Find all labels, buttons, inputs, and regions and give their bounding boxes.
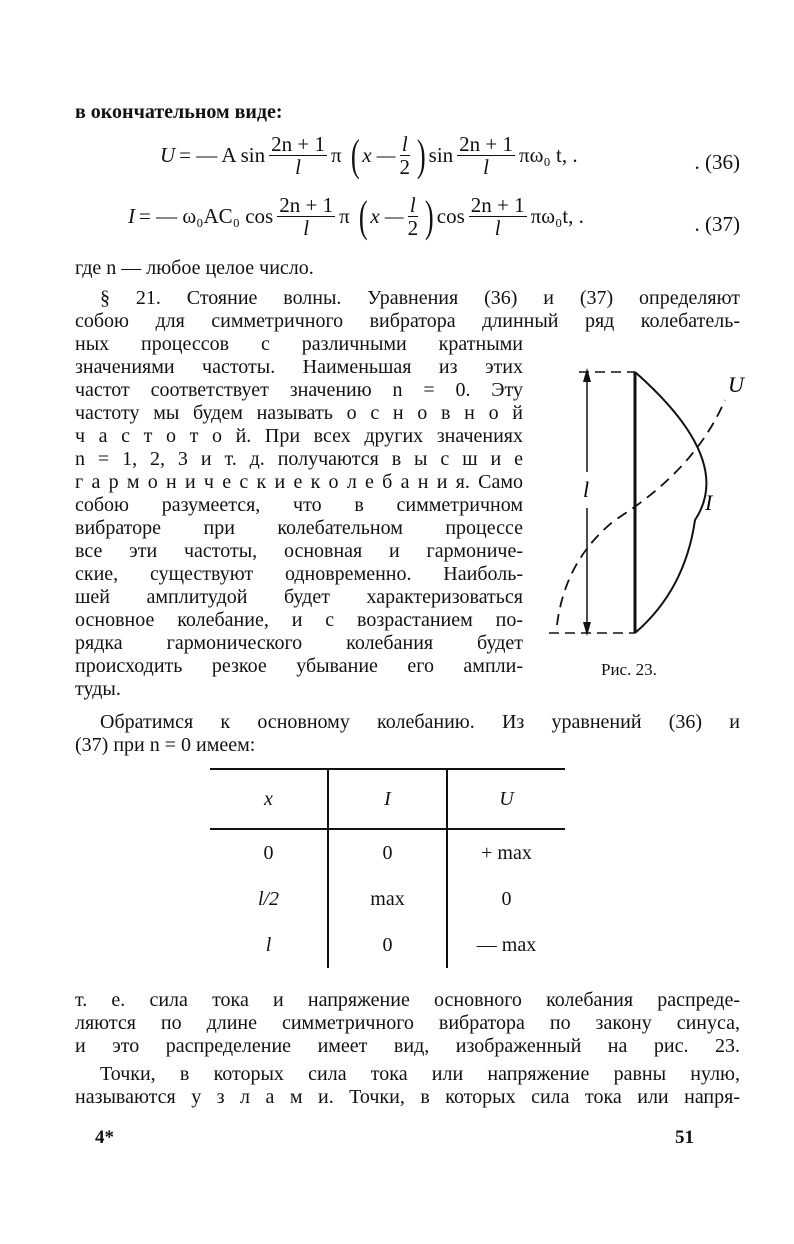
text-line: рядка гармонического колебания будет	[75, 632, 523, 654]
cell: 0	[501, 887, 512, 910]
eq-tail: πω₀ t, .	[519, 143, 578, 167]
text-line: где n — любое целое число.	[75, 257, 314, 279]
cell: 0	[328, 922, 447, 968]
denominator: l	[483, 155, 489, 179]
denominator: 2	[399, 155, 410, 179]
text-line: частоту мы будем называть о с н о в н о й	[75, 402, 523, 424]
eq-x: x —	[362, 143, 396, 167]
cell: + max	[481, 841, 532, 864]
table-row	[210, 922, 565, 968]
page-number: 51	[675, 1127, 694, 1148]
arrow-down-icon	[583, 622, 591, 636]
text-line: Точки, в которых сила тока или напряжение равны нулю,	[100, 1063, 740, 1085]
eq-lhs: U	[160, 143, 176, 167]
eq-pi: π	[330, 143, 342, 167]
text-line: ляются по длине симметричного вибратора по закону синуса,	[75, 1012, 740, 1034]
denominator: 2	[407, 216, 419, 240]
text-line: Обратимся к основному колебанию. Из уравнений (36) и	[100, 711, 740, 733]
denominator: l	[295, 155, 301, 179]
text-line: вибраторе при колебательном процессе	[75, 517, 523, 539]
cell: 0	[263, 841, 274, 864]
eq-pi: π	[339, 204, 350, 228]
eq-lhs: I	[128, 204, 135, 228]
table-row	[210, 829, 565, 876]
eq-x: x —	[370, 204, 404, 228]
text-line: т. е. сила тока и напряжение основного колебания распреде-	[75, 989, 740, 1011]
equation-number-37: . (37)	[694, 212, 740, 236]
section-heading-line: § 21. Стояние волны. Уравнения (36) и (37) определяют	[100, 287, 740, 309]
equation-36: U = — A sin $\frac{2n + 1}{l}$ π ( x — $\frac{l}{2}$ ) sin $\frac{2n + 1}{l}$ πω₀ t, .	[160, 130, 578, 180]
text-line: г а р м о н и ч е с к и е к о л е б а н и я. Само	[75, 471, 523, 493]
table-header-row	[210, 769, 565, 829]
header-U: U	[499, 787, 514, 810]
figure-23-diagram	[545, 360, 745, 660]
fraction	[457, 133, 515, 178]
text-line: частот соответствует значению n = 0. Эту	[75, 379, 523, 401]
cell: max	[328, 876, 447, 922]
numerator: 2n + 1	[271, 132, 325, 156]
denominator: l	[494, 216, 501, 240]
text-line: происходить резкое убывание его ампли-	[75, 655, 523, 677]
text-line: и это распределение имеет вид, изображенный на рис. 23.	[75, 1035, 740, 1057]
label-I: I	[705, 490, 713, 515]
equation-37: I = — ω₀AC₀ cos $\frac{2n + 1}{l}$ π ( x — $\frac{l}{2}$ ) cos $\frac{2n + 1}{l}$ πω₀t, .	[128, 191, 584, 241]
text-line: (37) при n = 0 имеем:	[75, 734, 256, 756]
text-line: ч а с т о т о й. При всех других значениях	[75, 425, 523, 447]
fraction	[469, 194, 527, 239]
equation-number-36: . (36)	[694, 150, 740, 174]
text-line: собою для симметричного вибратора длинный ряд колебатель-	[75, 310, 740, 332]
intro-text: в окончательном виде:	[75, 101, 283, 123]
cell: l/2	[257, 887, 280, 910]
denominator: l	[303, 216, 310, 240]
fraction-half	[408, 194, 419, 239]
text-line: собою разумеется, что в симметричном	[75, 494, 523, 516]
values-table	[210, 768, 565, 968]
text-line: называются у з л а м и. Точки, в которых сила тока или напря-	[75, 1086, 740, 1108]
numerator: l	[401, 132, 408, 156]
text-line: туды.	[75, 678, 121, 700]
text-line: шей амплитудой будет характеризоваться	[75, 586, 523, 608]
cell: l	[265, 933, 272, 956]
fraction-half	[399, 133, 410, 178]
text-line: значениями частоты. Наименьшая из этих	[75, 356, 523, 378]
eq-tail: πω₀t, .	[530, 204, 584, 228]
numerator: 2n + 1	[470, 193, 525, 217]
header-x: x	[264, 787, 273, 810]
cell: — max	[476, 933, 537, 956]
label-U: U	[728, 372, 744, 397]
fraction	[277, 194, 335, 239]
text-line: все эти частоты, основная и гармониче-	[75, 540, 523, 562]
header-I: I	[328, 769, 447, 829]
current-curve	[635, 372, 706, 633]
text-line: ские, существуют одновременно. Наиболь-	[75, 563, 523, 585]
text-line: n = 1, 2, 3 и т. д. получаются в ы с ш и е	[75, 448, 523, 470]
figure-caption: Рис. 23.	[601, 660, 657, 679]
eq-fn: cos	[436, 204, 465, 228]
label-l: l	[583, 477, 590, 502]
numerator: 2n + 1	[459, 132, 513, 156]
eq-fn: sin	[428, 143, 454, 167]
arrow-up-icon	[583, 368, 591, 382]
cell: 0	[328, 829, 447, 876]
text-line: основное колебание, и с возрастанием по-	[75, 609, 523, 631]
text-line: ных процессов с различными кратными	[75, 333, 523, 355]
signature-mark: 4*	[95, 1127, 114, 1148]
fraction	[269, 133, 327, 178]
numerator: l	[409, 193, 416, 217]
numerator: 2n + 1	[279, 193, 334, 217]
eq-term: = — A sin	[179, 143, 266, 167]
eq-term: = — ω₀AC₀ cos	[139, 204, 274, 228]
table-row	[210, 876, 565, 922]
